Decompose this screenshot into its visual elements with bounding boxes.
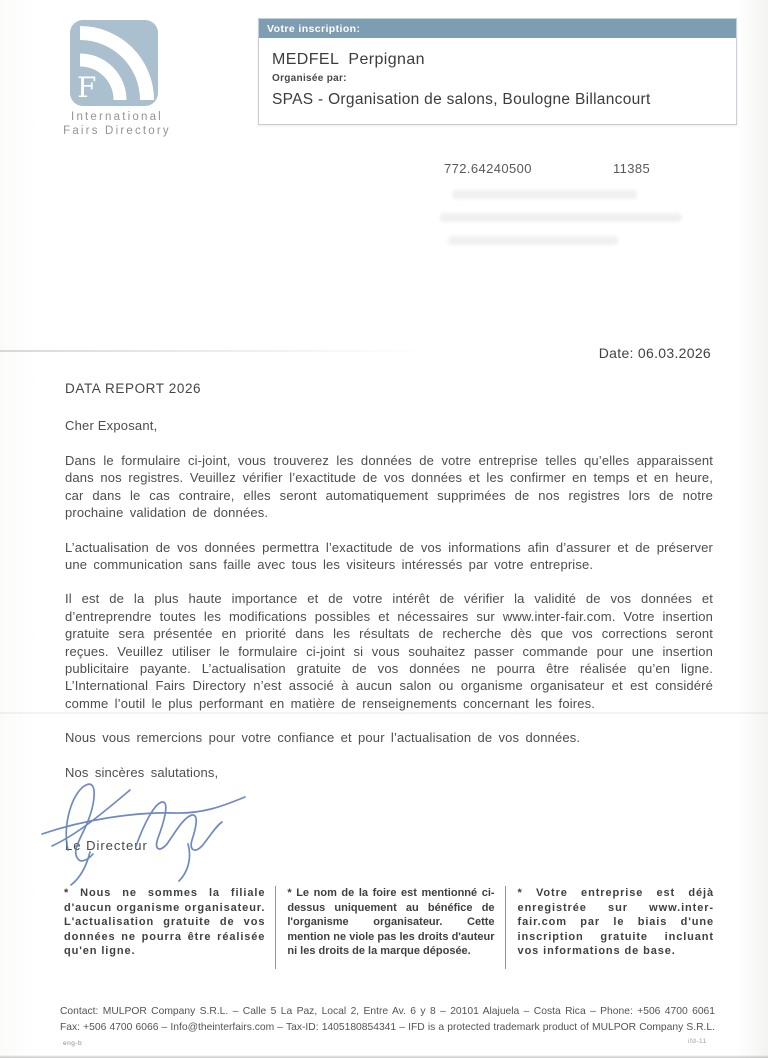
organizer-name: SPAS - Organisation de salons, Boulogne Billancourt xyxy=(272,91,651,108)
paragraph: Dans le formulaire ci-joint, vous trouverez les données de votre entreprise telles qu’elles apparaissent dans nos registres. Veuillez vérifier l’exactitude de vos données et les confirmer en temps et en heure, car dans le cas contraire, elles seront automatiquement supprimées de nos registres lors de notre prochaine validation de données. xyxy=(65,453,713,521)
paper-crease xyxy=(0,350,430,352)
footer-code-left: eng-b xyxy=(63,1040,83,1047)
letter-body xyxy=(65,452,713,798)
signal-arc-logo-icon xyxy=(70,20,158,106)
reference-code: 11385 xyxy=(613,161,651,176)
salutation: Cher Exposant, xyxy=(65,418,158,433)
closing-line: Nos sincères salutations, xyxy=(65,764,219,780)
footnotes-section xyxy=(64,886,714,969)
letter-title: DATA REPORT 2026 xyxy=(65,381,202,396)
faded-address-artifact xyxy=(440,190,690,259)
logo-letter: F xyxy=(77,71,97,104)
inscription-box xyxy=(258,18,737,125)
footer-line2: Fax: +506 4700 6066 – Info@theinterfairs.com – Tax-ID: 1405180854341 – IFD is a protected trademark product of MULPOR Company S.R.L. xyxy=(60,1022,715,1033)
logo-wordmark-line2: Fairs Directory xyxy=(63,125,171,137)
footer-contact xyxy=(60,1004,715,1036)
paragraph: Il est de la plus haute importance et de votre intérêt de vérifier la validité de vos données et d’entreprendre toutes les modifications possibles et nécessaires sur www.inter-fair.com. Votre insertion gratuite sera présentée en priorité dans les résultats de recherche dès que vos corrections seront reçues. Veuillez utiliser le formulaire ci-joint si vous souhaitez passer commande pour une insertion publicitaire payante. L’actualisation gratuite de vos données ne pourra être réalisée qu’en ligne. L’International Fairs Directory n’est associé à aucun salon ou organisme organisateur et est considéré comme l’outil le plus performant en matière de renseignements concernant les foires. xyxy=(65,591,713,711)
footnote-1: * Nous ne sommes la filiale d'aucun organisme organisateur. L'actualisation gratuite de vos données ne pourra être réalisée qu'en ligne. xyxy=(64,887,266,958)
footnote-3: * Votre entreprise est déjà enregistrée sur www.inter-fair.com par le biais d'une inscription gratuite incluant vos informations de base. xyxy=(505,886,714,969)
date-line: Date: 06.03.2026 xyxy=(598,345,711,361)
paragraph: L’actualisation de vos données permettra l’exactitude de vos informations afin d’assurer et de préserver une communication sans faille avec tous les visiteurs intéressés par votre entreprise. xyxy=(65,539,713,573)
faded-text-line xyxy=(440,213,682,222)
ifd-logo-icon xyxy=(70,20,158,106)
footnote-2: * Le nom de la foire est mentionné ci-dessus uniquement au bénéfice de l'organisme organisateur. Cette mention ne viole pas les droits d'auteur ni les droits de la marque déposée. xyxy=(275,886,504,969)
footer-line1: Contact: MULPOR Company S.R.L. – Calle 5 La Paz, Local 2, Entre Av. 6 y 8 – 20101 Alajuela – Costa Rica – Phone: +506 4700 6061 xyxy=(60,1006,715,1017)
footer-code-right: ifd-11 xyxy=(688,1038,707,1045)
event-name: MEDFEL Perpignan xyxy=(272,51,425,68)
signer-title: Le Directeur xyxy=(65,838,148,853)
reference-number: 772.64240500 xyxy=(444,161,532,176)
faded-text-line xyxy=(448,236,618,245)
organized-by-label: Organisée par: xyxy=(272,73,347,84)
inscription-box-header: Votre inscription: xyxy=(259,19,736,38)
logo-wordmark xyxy=(58,110,176,138)
faded-text-line xyxy=(452,190,637,199)
logo-wordmark-line1: International xyxy=(71,111,163,123)
thanks-line: Nous vous remercions pour votre confiance et pour l’actualisation de vos données. xyxy=(65,730,581,746)
